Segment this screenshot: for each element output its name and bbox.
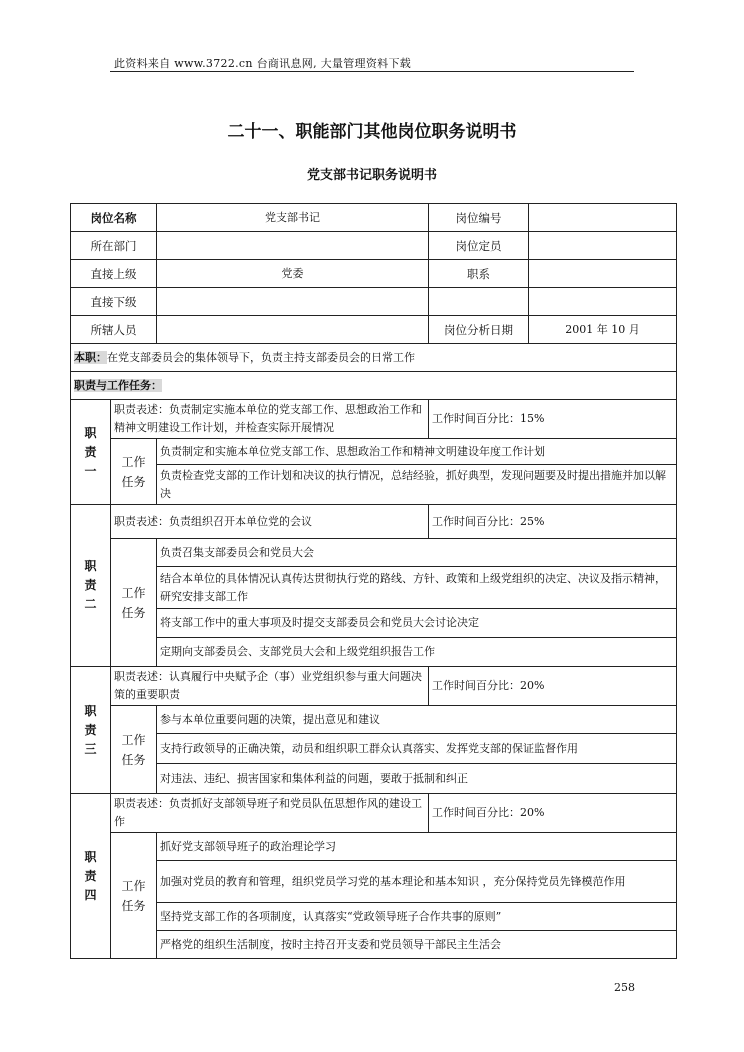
duty-3-task-3: 对违法、违纪、损害国家和集体利益的问题，要敢于抵制和纠正 <box>157 764 677 794</box>
quota-label: 岗位定员 <box>429 232 529 260</box>
duty-1-task-2: 负责检查党支部的工作计划和决议的执行情况，总结经验，抓好典型，发现问题要及时提出措施并加以解决 <box>157 465 677 505</box>
duty-4-statement: 职责表述：负责抓好支部领导班子和党员队伍思想作风的建设工作 <box>111 794 429 833</box>
staff-value <box>157 316 429 344</box>
duty-3-task-label: 工作 任务 <box>111 706 157 794</box>
duty-4-task-4: 严格党的组织生活制度，按时主持召开支委和党员领导干部民主生活会 <box>157 931 677 959</box>
quota-value <box>529 232 677 260</box>
post-name-label: 岗位名称 <box>71 204 157 232</box>
post-name-value: 党支部书记 <box>157 204 429 232</box>
duty-1-task-1: 负责制定和实施本单位党支部工作、思想政治工作和精神文明建设年度工作计划 <box>157 439 677 465</box>
duties-header-row <box>71 372 677 400</box>
dept-value <box>157 232 429 260</box>
superior-label: 直接上级 <box>71 260 157 288</box>
duty-1-task-label: 工作 任务 <box>111 439 157 505</box>
duty-4-task-label: 工作 任务 <box>111 833 157 959</box>
duty-3-task-1: 参与本单位重要问题的决策，提出意见和建议 <box>157 706 677 734</box>
duty-2-task-label: 工作 任务 <box>111 539 157 667</box>
duty-3-task-2: 支持行政领导的正确决策，动员和组织职工群众认真落实、发挥党支部的保证监督作用 <box>157 734 677 764</box>
duty-2-task-1: 负责召集支部委员会和党员大会 <box>157 539 677 567</box>
duty-2-time: 工作时间百分比：25% <box>429 505 677 539</box>
analysis-date-label: 岗位分析日期 <box>429 316 529 344</box>
duty-2-task-4: 定期向支部委员会、支部党员大会和上级党组织报告工作 <box>157 638 677 667</box>
staff-label: 所辖人员 <box>71 316 157 344</box>
duty-2-task-2: 结合本单位的具体情况认真传达贯彻执行党的路线、方针、政策和上级党组织的决定、决议及指示精神，研究安排支部工作 <box>157 567 677 609</box>
post-no-value <box>529 204 677 232</box>
series-value <box>529 260 677 288</box>
page-subtitle: 党支部书记职务说明书 <box>306 168 437 183</box>
duty-main-label: 本职： <box>74 350 107 364</box>
duty-4-time: 工作时间百分比：20% <box>429 794 677 833</box>
duty-2-statement: 职责表述：负责组织召开本单位党的会议 <box>111 505 429 539</box>
duty-1-time: 工作时间百分比：15% <box>429 400 677 439</box>
duty-main-row <box>71 344 677 372</box>
source-header: 此资料来自 www.3722.cn 台商讯息网, 大量管理资料下载 <box>114 57 412 70</box>
subordinate-label: 直接下级 <box>71 288 157 316</box>
subordinate-value <box>157 288 429 316</box>
duty-3-label: 职 责 三 <box>71 667 111 794</box>
duty-2-label: 职 责 二 <box>71 505 111 667</box>
duty-2-task-3: 将支部工作中的重大事项及时提交支部委员会和党员大会讨论决定 <box>157 609 677 638</box>
duty-3-statement: 职责表述：认真履行中央赋予企（事）业党组织参与重大问题决策的重要职责 <box>111 667 429 706</box>
job-description-table <box>70 203 677 959</box>
series-label: 职系 <box>429 260 529 288</box>
duty-4-label: 职 责 四 <box>71 794 111 959</box>
page-title: 二十一、职能部门其他岗位职务说明书 <box>227 122 517 142</box>
page-number: 258 <box>614 981 635 994</box>
duty-main-text: 在党支部委员会的集体领导下，负责主持支部委员会的日常工作 <box>107 350 415 364</box>
duty-4-task-1: 抓好党支部领导班子的政治理论学习 <box>157 833 677 861</box>
duty-4-task-2: 加强对党员的教育和管理，组织党员学习党的基本理论和基本知识 ，充分保持党员先锋模范作用 <box>157 861 677 903</box>
duties-header: 职责与工作任务： <box>74 378 162 392</box>
post-no-label: 岗位编号 <box>429 204 529 232</box>
superior-value: 党委 <box>157 260 429 288</box>
duty-4-task-3: 坚持党支部工作的各项制度，认真落实“党政领导班子合作共事的原则” <box>157 903 677 931</box>
dept-label: 所在部门 <box>71 232 157 260</box>
duty-1-statement: 职责表述：负责制定实施本单位的党支部工作、思想政治工作和精神文明建设工作计划，并检查实际开展情况 <box>111 400 429 439</box>
duty-1-label: 职 责 一 <box>71 400 111 505</box>
duty-3-time: 工作时间百分比：20% <box>429 667 677 706</box>
header-divider <box>110 71 634 72</box>
analysis-date-value: 2001 年 10 月 <box>529 316 677 344</box>
